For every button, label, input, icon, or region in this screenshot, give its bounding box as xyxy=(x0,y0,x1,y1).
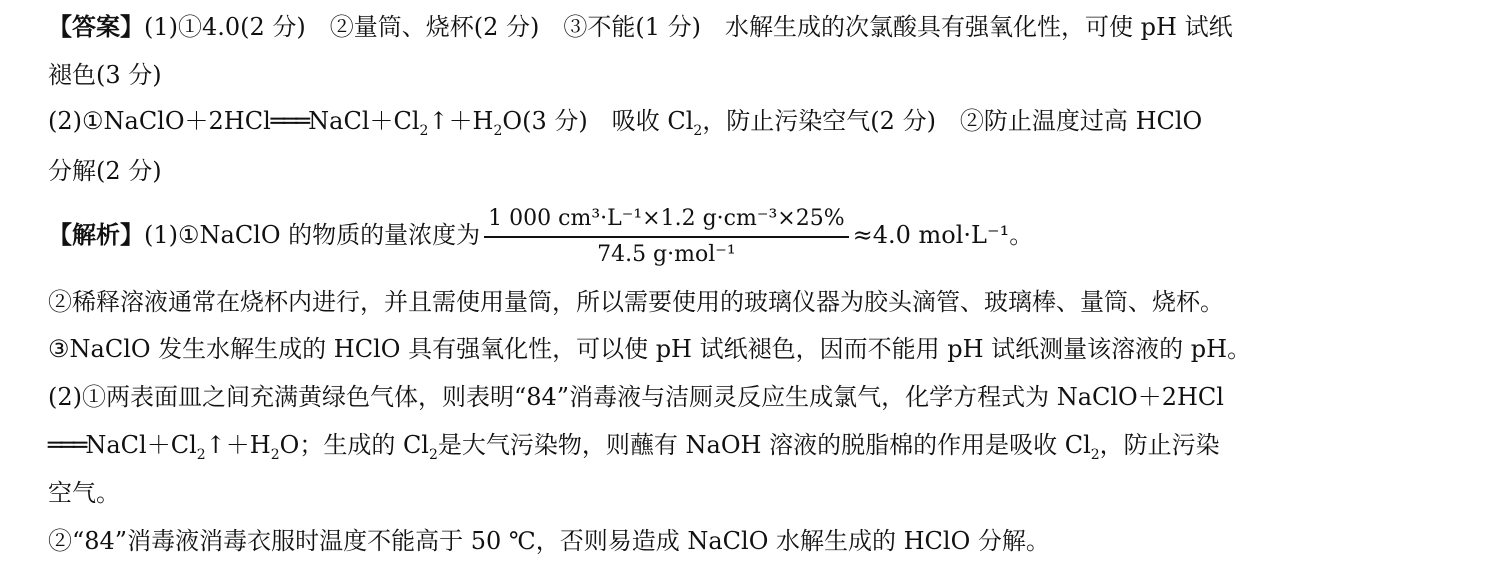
answer-eq-lhs: (2)①NaClO＋2HCl xyxy=(48,107,271,135)
answer-eq-rhs-2: ↑＋H xyxy=(428,107,494,135)
answer-label: 【答案】 xyxy=(48,12,144,41)
fraction-denominator: 74.5 g·mol⁻¹ xyxy=(597,241,736,267)
analysis-line-4 xyxy=(48,380,1224,414)
fraction-numerator: 1 000 cm³·L⁻¹×1.2 g·cm⁻³×25% xyxy=(484,204,848,238)
subscript-2: 2 xyxy=(196,446,206,463)
analysis-text-1-tail: ≈4.0 mol·L⁻¹。 xyxy=(852,221,1034,249)
analysis-text-5d: 是大气污染物，则蘸有 NaOH 溶液的脱脂棉的作用是吸收 Cl xyxy=(437,431,1091,459)
concentration-fraction xyxy=(484,204,848,270)
answer-line-3 xyxy=(48,104,1202,148)
answer-eq-rhs-3: O(3 分) 吸收 Cl xyxy=(502,107,694,135)
subscript-2: 2 xyxy=(493,122,503,139)
answer-eq-rhs-4: ，防止污染空气(2 分) ②防止温度过高 HClO xyxy=(702,107,1203,135)
subscript-2: 2 xyxy=(1090,446,1100,463)
analysis-text-5a: NaCl＋Cl xyxy=(85,431,197,459)
answer-text-4: 分解(2 分) xyxy=(48,157,162,185)
answer-line-4 xyxy=(48,154,162,188)
subscript-2: 2 xyxy=(428,446,438,463)
analysis-text-5c: O；生成的 Cl xyxy=(279,431,429,459)
analysis-line-3 xyxy=(48,332,1251,366)
analysis-line-7 xyxy=(48,524,1050,558)
analysis-label: 【解析】 xyxy=(48,220,144,249)
analysis-line-1 xyxy=(48,200,1033,270)
analysis-text-4: (2)①两表面皿之间充满黄绿色气体，则表明“84”消毒液与洁厕灵反应生成氯气，化学方程式为 NaClO＋2HCl xyxy=(48,383,1224,411)
answer-eq-rhs-1: NaCl＋Cl xyxy=(308,107,420,135)
subscript-2: 2 xyxy=(270,446,280,463)
answer-text-1: (1)①4.0(2 分) ②量筒、烧杯(2 分) ③不能(1 分) 水解生成的次氯酸具有强氧化性，可使 pH 试纸 xyxy=(144,13,1233,41)
analysis-text-5b: ↑＋H xyxy=(205,431,271,459)
analysis-text-5e: ，防止污染 xyxy=(1099,431,1220,459)
analysis-line-6 xyxy=(48,476,120,510)
analysis-text-3: ③NaClO 发生水解生成的 HClO 具有强氧化性，可以使 pH 试纸褪色，因而不能用 pH 试纸测量该溶液的 pH。 xyxy=(48,335,1252,363)
analysis-text-6: 空气。 xyxy=(48,479,120,507)
subscript-2: 2 xyxy=(693,122,703,139)
analysis-text-2: ②稀释溶液通常在烧杯内进行，并且需使用量筒，所以需要使用的玻璃仪器为胶头滴管、玻璃棒、量筒、烧杯。 xyxy=(48,288,1224,316)
answer-document xyxy=(48,0,1488,571)
analysis-text-1: (1)①NaClO 的物质的量浓度为 xyxy=(144,221,481,249)
answer-text-2: 褪色(3 分) xyxy=(48,61,162,89)
equation-equals-sign: ═══ xyxy=(270,107,309,135)
analysis-text-7: ②“84”消毒液消毒衣服时温度不能高于 50 ℃，否则易造成 NaClO 水解生成的 HClO 分解。 xyxy=(48,527,1050,555)
equation-equals-sign: ═══ xyxy=(48,431,86,459)
answer-line-2 xyxy=(48,58,162,92)
analysis-line-5 xyxy=(48,428,1220,472)
analysis-line-2 xyxy=(48,285,1224,319)
subscript-2: 2 xyxy=(419,122,429,139)
answer-line-1 xyxy=(48,10,1233,44)
